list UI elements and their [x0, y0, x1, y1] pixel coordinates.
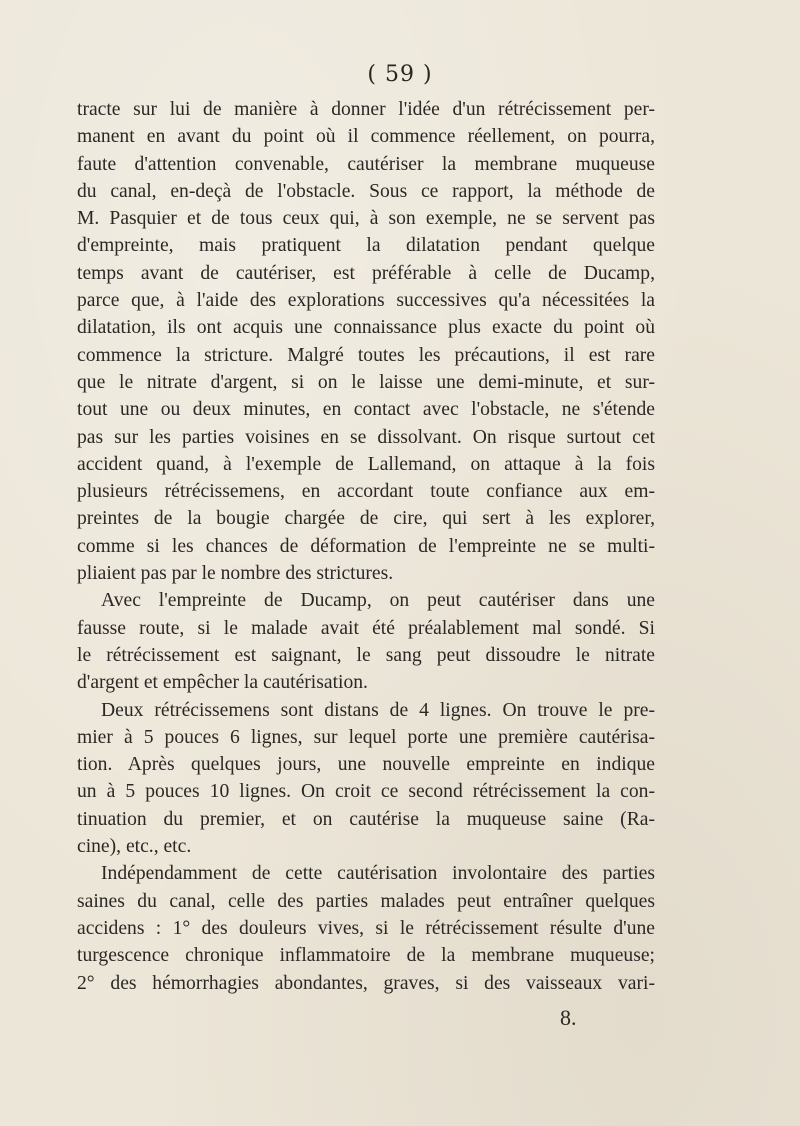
text-line: commence la stricture. Malgré toutes les précautions, il est rare: [77, 344, 655, 366]
text-line: le rétrécissement est saignant, le sang peut dissoudre le nitrate: [77, 644, 655, 666]
text-line: pas sur les parties voisines en se dissolvant. On risque surtout cet: [77, 426, 655, 448]
text-line: cine), etc., etc.: [77, 836, 192, 858]
text-line: pliaient pas par le nombre des strictures.: [77, 563, 394, 585]
text-line: comme si les chances de déformation de l'empreinte ne se multi-: [77, 535, 655, 557]
text-line: M. Pasquier et de tous ceux qui, à son exemple, ne se servent pas: [77, 208, 655, 230]
text-line: Deux rétrécissemens sont distans de 4 lignes. On trouve le pre-: [101, 699, 655, 721]
text-line: tout une ou deux minutes, en contact avec l'obstacle, ne s'étende: [77, 399, 655, 421]
text-line: que le nitrate d'argent, si on le laisse une demi-minute, et sur-: [77, 371, 655, 393]
text-line: un à 5 pouces 10 lignes. On croit ce second rétrécissement la con-: [77, 781, 655, 803]
text-line: fausse route, si le malade avait été préalablement mal sondé. Si: [77, 617, 655, 639]
text-line: du canal, en-deçà de l'obstacle. Sous ce rapport, la méthode de: [77, 180, 655, 202]
text-line: Indépendamment de cette cautérisation involontaire des parties: [101, 863, 655, 885]
body-text: [77, 96, 655, 997]
text-line: manent en avant du point où il commence réellement, on pourra,: [77, 126, 655, 148]
text-line: 2° des hémorrhagies abondantes, graves, si des vaisseaux vari-: [77, 972, 655, 994]
text-line: preintes de la bougie chargée de cire, qui sert à les explorer,: [77, 508, 655, 530]
text-line: d'empreinte, mais pratiquent la dilatation pendant quelque: [77, 235, 655, 257]
text-line: plusieurs rétrécissemens, en accordant toute confiance aux em-: [77, 481, 655, 503]
text-line: dilatation, ils ont acquis une connaissance plus exacte du point où: [77, 317, 655, 339]
text-line: saines du canal, celle des parties malades peut entraîner quelques: [77, 890, 655, 912]
text-line: tinuation du premier, et on cautérise la muqueuse saine (Ra-: [77, 808, 655, 830]
text-line: tion. Après quelques jours, une nouvelle empreinte en indique: [77, 754, 655, 776]
text-line: d'argent et empêcher la cautérisation.: [77, 672, 368, 694]
text-line: tracte sur lui de manière à donner l'idée d'un rétrécissement per-: [77, 99, 655, 120]
text-line: Avec l'empreinte de Ducamp, on peut cautériser dans une: [101, 590, 655, 612]
signature-mark: 8.: [560, 1005, 577, 1030]
text-line: temps avant de cautériser, est préférable à celle de Ducamp,: [77, 262, 655, 284]
text-line: turgescence chronique inflammatoire de la membrane muqueuse;: [77, 945, 655, 967]
page-number: ( 59 ): [367, 62, 433, 87]
text-line: accident quand, à l'exemple de Lallemand, on attaque à la fois: [77, 453, 655, 475]
text-line: faute d'attention convenable, cautériser la membrane muqueuse: [77, 153, 655, 175]
text-line: parce que, à l'aide des explorations successives qu'a nécessitées la: [77, 290, 655, 312]
text-line: accidens : 1° des douleurs vives, si le rétrécissement résulte d'une: [77, 917, 655, 939]
text-line: mier à 5 pouces 6 lignes, sur lequel porte une première cautérisa-: [77, 726, 655, 748]
